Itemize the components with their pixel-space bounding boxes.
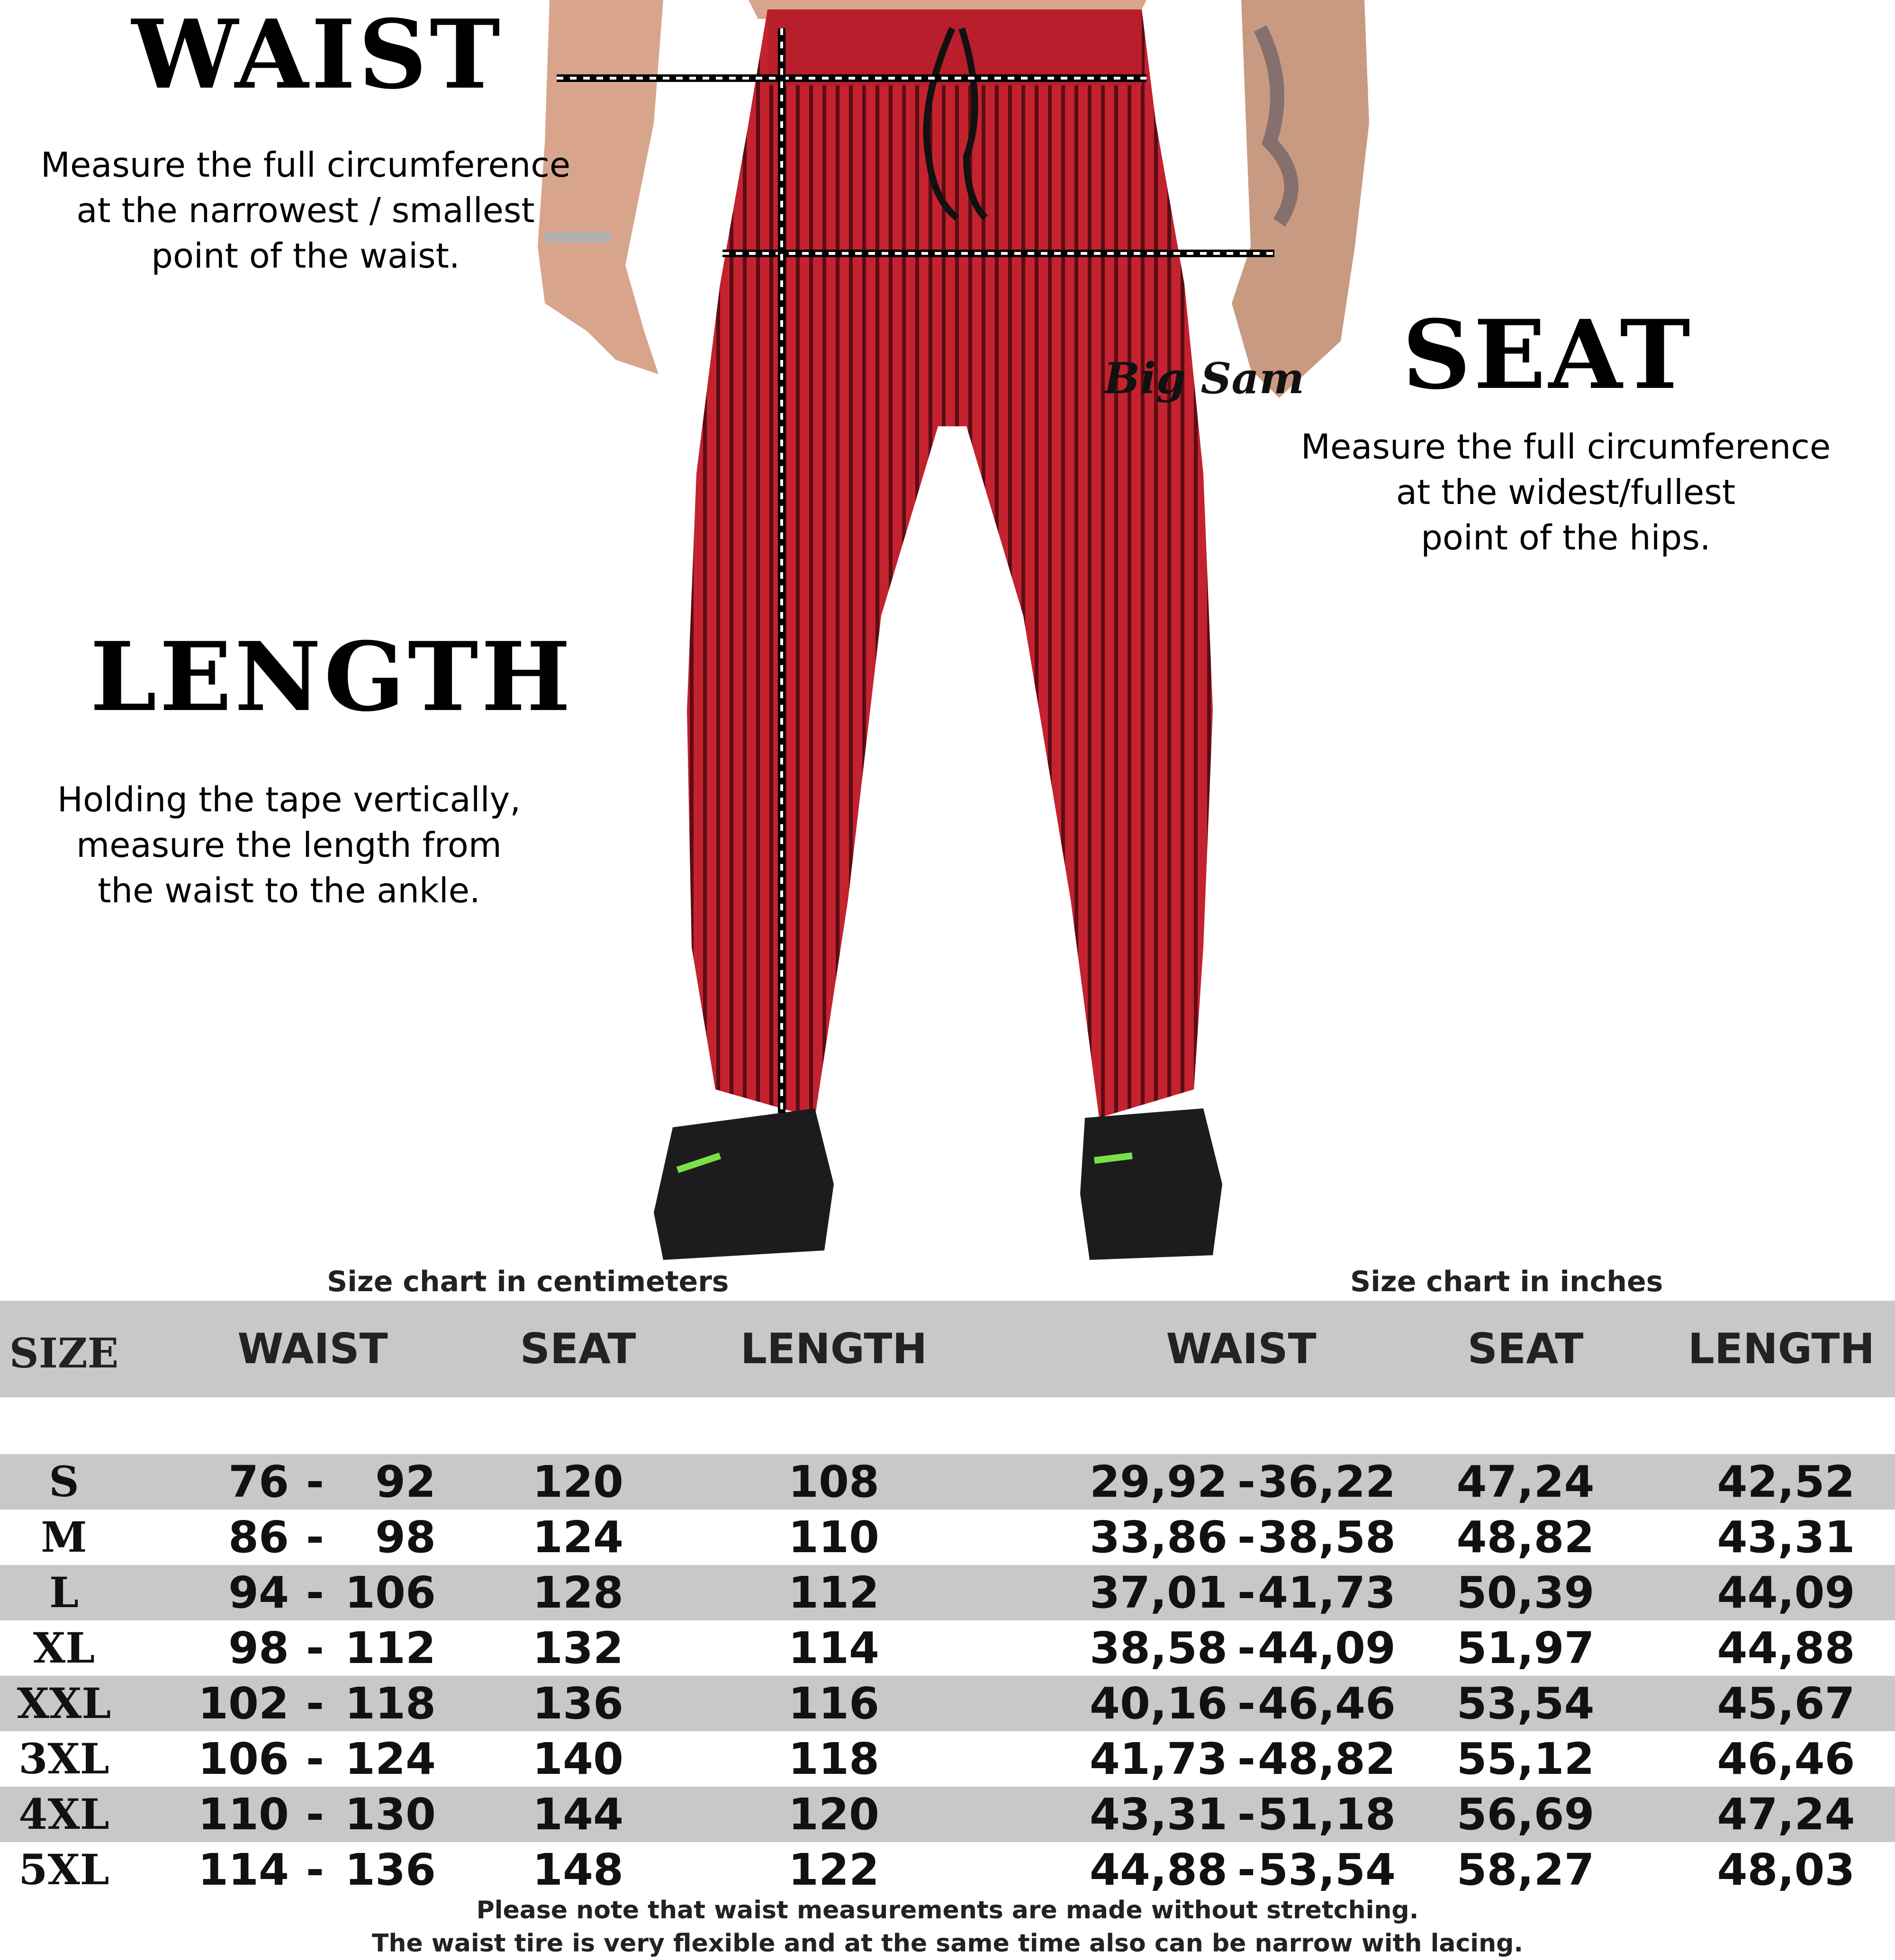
row-size: L: [49, 1568, 79, 1617]
row-size: XL: [33, 1623, 95, 1672]
cell-waist-dash: -: [306, 1567, 325, 1618]
cell-waist-min-in: 33,86: [1090, 1512, 1228, 1563]
seat-desc-line: point of the hips.: [1421, 518, 1711, 557]
cell-waist-min-cm: 94: [228, 1567, 289, 1618]
logo: Big Sam: [1104, 353, 1305, 404]
cell-waist-max-in: 53,54: [1258, 1844, 1396, 1895]
cell-waist-dash: -: [306, 1734, 325, 1784]
cell-waist-dash-in: -: [1237, 1623, 1255, 1673]
cell-waist-min-in: 43,31: [1090, 1789, 1228, 1840]
cell-waist-dash: -: [306, 1623, 325, 1673]
cell-length-in: 45,67: [1717, 1678, 1855, 1729]
cell-seat-in: 51,97: [1456, 1623, 1595, 1673]
waist-desc-line: at the narrowest / smallest: [76, 190, 535, 230]
note-lacing: The waist tire is very flexible and at the same time also can be narrow with lacing.: [371, 1929, 1524, 1958]
header-seat-cm: SEAT: [520, 1324, 636, 1373]
cell-seat-in: 48,82: [1456, 1512, 1595, 1563]
cell-waist-dash-in: -: [1237, 1457, 1255, 1507]
cell-seat-in: 56,69: [1456, 1789, 1595, 1840]
waist-description: [9, 142, 602, 279]
cell-waist-dash: -: [306, 1844, 325, 1895]
cell-seat-cm: 120: [532, 1457, 624, 1507]
cell-length-in: 47,24: [1717, 1789, 1855, 1840]
cell-waist-min-cm: 98: [228, 1623, 289, 1673]
cell-waist-max-in: 36,22: [1258, 1457, 1396, 1507]
cell-seat-cm: 128: [532, 1567, 624, 1618]
note-stretching: Please note that waist measurements are made without stretching.: [476, 1896, 1419, 1924]
table-row: [0, 1565, 1895, 1620]
cell-waist-dash-in: -: [1237, 1567, 1255, 1618]
cell-waist-min-in: 37,01: [1090, 1567, 1228, 1618]
table-row: [0, 1676, 1895, 1731]
length-heading: LENGTH: [90, 621, 574, 733]
cell-waist-dash: -: [306, 1678, 325, 1729]
header-seat-in: SEAT: [1467, 1324, 1584, 1373]
cell-waist-dash: -: [306, 1789, 325, 1840]
cell-waist-max-cm: 136: [344, 1844, 436, 1895]
cell-waist-max-in: 44,09: [1258, 1623, 1396, 1673]
table-row: [0, 1787, 1895, 1842]
cell-waist-dash-in: -: [1237, 1844, 1255, 1895]
cell-length-cm: 110: [788, 1512, 880, 1563]
header-waist-cm: WAIST: [237, 1324, 388, 1373]
header-length-in: LENGTH: [1687, 1324, 1875, 1373]
cell-waist-dash: -: [306, 1457, 325, 1507]
cell-waist-min-in: 44,88: [1090, 1844, 1228, 1895]
cell-waist-max-in: 51,18: [1258, 1789, 1396, 1840]
cell-waist-max-cm: 92: [375, 1457, 436, 1507]
table-row: [0, 1510, 1895, 1565]
length-desc-line: measure the length from: [76, 825, 502, 865]
seat-desc-line: Measure the full circumference: [1300, 427, 1831, 467]
cell-seat-cm: 132: [532, 1623, 624, 1673]
cell-seat-cm: 136: [532, 1678, 624, 1729]
cell-length-cm: 114: [788, 1623, 880, 1673]
cell-length-in: 44,88: [1717, 1623, 1855, 1673]
caption-centimeters: Size chart in centimeters: [327, 1265, 729, 1298]
cell-waist-max-cm: 118: [344, 1678, 436, 1729]
right-arm: [1232, 0, 1369, 398]
cell-waist-min-cm: 106: [198, 1734, 289, 1784]
cell-length-in: 48,03: [1717, 1844, 1855, 1895]
cell-length-in: 44,09: [1717, 1567, 1855, 1618]
row-size: S: [49, 1457, 79, 1506]
cell-waist-dash: -: [306, 1512, 325, 1563]
table-row: [0, 1454, 1895, 1510]
cell-waist-max-in: 48,82: [1258, 1734, 1396, 1784]
table-row: [0, 1620, 1895, 1676]
cell-waist-min-cm: 102: [198, 1678, 289, 1729]
row-size: 3XL: [18, 1734, 109, 1783]
cell-waist-min-cm: 76: [228, 1457, 289, 1507]
caption-inches: Size chart in inches: [1350, 1265, 1663, 1298]
cell-length-in: 46,46: [1717, 1734, 1855, 1784]
cell-seat-in: 50,39: [1456, 1567, 1595, 1618]
cell-length-cm: 112: [788, 1567, 880, 1618]
seat-description: [1270, 424, 1862, 560]
cell-seat-cm: 148: [532, 1844, 624, 1895]
cell-seat-cm: 144: [532, 1789, 624, 1840]
cell-length-cm: 122: [788, 1844, 880, 1895]
cell-waist-max-cm: 130: [344, 1789, 436, 1840]
size-table-header: [0, 1301, 1895, 1397]
cell-seat-cm: 124: [532, 1512, 624, 1563]
cell-waist-min-cm: 86: [228, 1512, 289, 1563]
pants: [687, 9, 1213, 1118]
table-row: [0, 1731, 1895, 1787]
table-row: [0, 1842, 1895, 1897]
cell-waist-max-cm: 98: [375, 1512, 436, 1563]
cell-waist-max-in: 38,58: [1258, 1512, 1396, 1563]
seat-heading: SEAT: [1402, 299, 1693, 411]
cell-waist-max-in: 41,73: [1258, 1567, 1396, 1618]
cell-seat-cm: 140: [532, 1734, 624, 1784]
cell-waist-max-cm: 112: [344, 1623, 436, 1673]
cell-length-cm: 108: [788, 1457, 880, 1507]
cell-waist-dash-in: -: [1237, 1678, 1255, 1729]
seat-desc-line: at the widest/fullest: [1396, 472, 1736, 512]
row-size: 5XL: [18, 1845, 109, 1894]
cell-waist-min-cm: 114: [198, 1844, 289, 1895]
cell-waist-min-in: 41,73: [1090, 1734, 1228, 1784]
row-size: 4XL: [18, 1789, 109, 1839]
cell-waist-dash-in: -: [1237, 1789, 1255, 1840]
cell-seat-in: 53,54: [1456, 1678, 1595, 1729]
cell-seat-in: 58,27: [1456, 1844, 1595, 1895]
row-size: XXL: [17, 1679, 111, 1728]
cell-waist-dash-in: -: [1237, 1734, 1255, 1784]
cell-length-in: 42,52: [1717, 1457, 1855, 1507]
header-length-cm: LENGTH: [740, 1324, 928, 1373]
cell-waist-min-in: 29,92: [1090, 1457, 1228, 1507]
waist-heading: WAIST: [132, 0, 503, 110]
row-size: M: [41, 1512, 87, 1562]
header-size: SIZE: [9, 1330, 119, 1377]
cell-waist-max-cm: 124: [344, 1734, 436, 1784]
cell-length-cm: 120: [788, 1789, 880, 1840]
cell-waist-max-in: 46,46: [1258, 1678, 1396, 1729]
length-desc-line: the waist to the ankle.: [98, 871, 480, 910]
cell-seat-in: 55,12: [1456, 1734, 1595, 1784]
left-shoe: [654, 1108, 834, 1260]
length-desc-line: Holding the tape vertically,: [57, 780, 521, 819]
header-waist-in: WAIST: [1166, 1324, 1317, 1373]
right-shoe: [1080, 1108, 1222, 1260]
cell-length-in: 43,31: [1717, 1512, 1855, 1563]
cell-waist-max-cm: 106: [344, 1567, 436, 1618]
cell-waist-min-cm: 110: [198, 1789, 289, 1840]
waist-desc-line: Measure the full circumference: [40, 145, 571, 185]
length-description: [28, 777, 550, 913]
cell-waist-min-in: 40,16: [1090, 1678, 1228, 1729]
cell-waist-dash-in: -: [1237, 1512, 1255, 1563]
cell-length-cm: 118: [788, 1734, 880, 1784]
cell-length-cm: 116: [788, 1678, 880, 1729]
waist-desc-line: point of the waist.: [151, 236, 460, 276]
cell-waist-min-in: 38,58: [1090, 1623, 1228, 1673]
cell-seat-in: 47,24: [1456, 1457, 1595, 1507]
